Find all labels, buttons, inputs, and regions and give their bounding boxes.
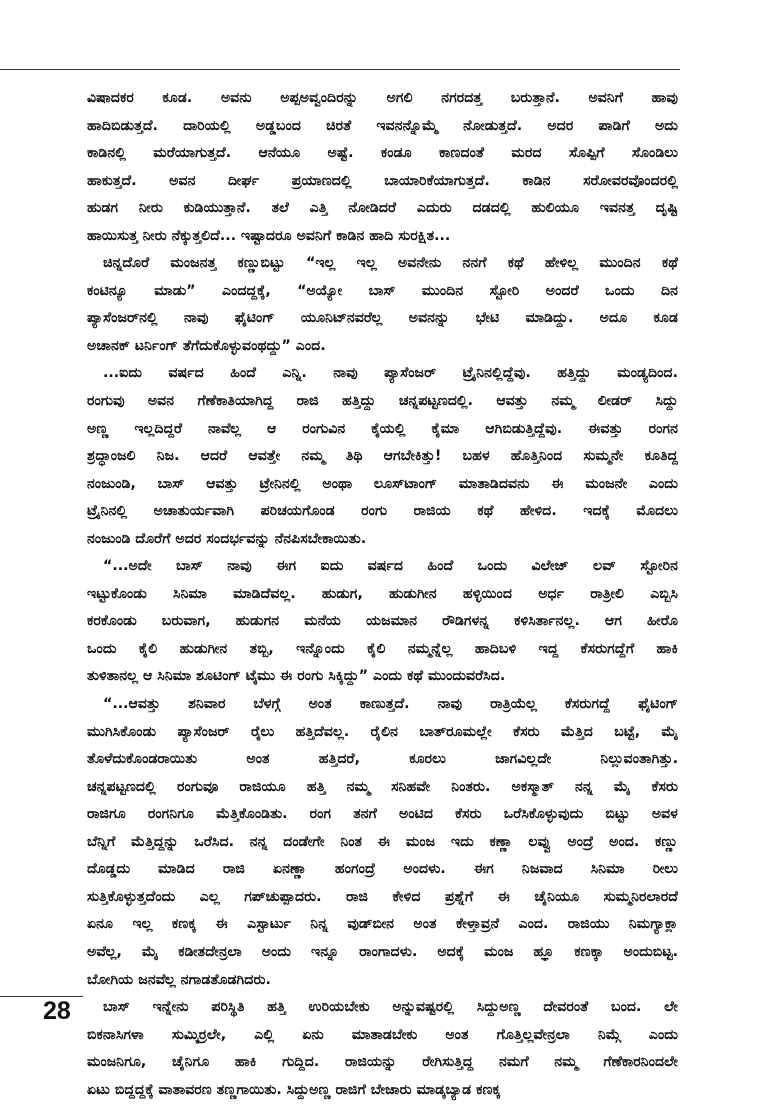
paragraph — [87, 85, 678, 250]
text-line: ಬೆನ್ನಿಗೆ ಮೆತ್ತಿದ್ದನ್ನು ಒರೆಸಿದ. ನನ್ನ ದಂಡೇಗೇ ನಿಂತ ಈ ಮಂಜ ಇದು ಕಣ್ಣಾ ಲವ್ವು ಅಂದ್ರೆ ಅಂದ. ಕಣ್ಣು — [87, 833, 678, 850]
text-line: ಬಾಸ್ ಇನ್ನೇನು ಪರಿಸ್ಥಿತಿ ಹತ್ತಿ ಉರಿಯಬೇಕು ಅನ್ನುವಷ್ಟರಲ್ಲಿ ಸಿದ್ದುಅಣ್ಣ ದೇವರಂತೆ ಬಂದ. ಲೇ — [103, 999, 678, 1016]
text-line: ವಿಷಾದಕರ ಕೂಡ. ಅವನು ಅಪ್ಪಅವ್ವಂದಿರನ್ನು ಅಗಲಿ ನಗರದತ್ತ ಬರುತ್ತಾನೆ. ಅವನಿಗೆ ಹಾವು — [87, 90, 678, 106]
page-body — [87, 85, 678, 1104]
text-line: ಪ್ಯಾಸೆಂಜರ್‌ನಲ್ಲಿ ನಾವು ಫೈಟಿಂಗ್ ಯೂನಿಟ್‌ನವರೆಲ್ಲ ಅವನನ್ನು ಭೇಟಿ ಮಾಡಿದ್ದು. ಅದೂ ಕೂಡ — [87, 310, 678, 327]
text-line: ಹಾಕುತ್ತದೆ. ಅವನ ದೀರ್ಘ ಪ್ರಯಾಣದಲ್ಲಿ ಬಾಯಾರಿಕೆಯಾಗುತ್ತದೆ. ಕಾಡಿನ ಸರೋವರವೊಂದರಲ್ಲಿ — [87, 172, 678, 189]
text-line: ರಂಗುವು ಅವನ ಗೆಣೆಕಾತಿಯಾಗಿದ್ದ ರಾಜಿ ಹತ್ತಿದ್ದು ಚನ್ನಪಟ್ಟಣದಲ್ಲಿ. ಆವತ್ತು ನಮ್ಮ ಲೀಡರ್ ಸಿದ್ದು — [87, 393, 678, 410]
text-line: ನಂಜುಂಡಿ, ಬಾಸ್ ಆವತ್ತು ಟ್ರೇನಿನಲ್ಲಿ ಅಂಥಾ ಲೂಸ್‌ಟಾಂಗ್ ಮಾತಾಡಿದವನು ಈ ಮಂಜನೇ ಎಂದು — [87, 475, 678, 492]
text-line: ಮುಗಿಸಿಕೊಂಡು ಪ್ಯಾಸೆಂಜರ್ ರೈಲು ಹತ್ತಿದೆವಲ್ಲ. ರೈಲಿನ ಬಾತ್‌ರೂಮಲ್ಲೇ ಕೆಸರು ಮೆತ್ತಿದ ಬಟ್ಟೆ, ಮೈ — [87, 723, 678, 740]
paragraph — [87, 994, 678, 1104]
text-line: ಏಟು ಬಿದ್ದದ್ದಕ್ಕೆ ವಾತಾವರಣ ತಣ್ಣಗಾಯಿತು. ಸಿದ್ದುಅಣ್ಣ ರಾಜಿಗೆ ಬೇಜಾರು ಮಾಡ್ಕಬ್ಯಾಡ ಕಣಕ್ಕ — [87, 1081, 501, 1098]
paragraph — [87, 691, 678, 994]
header-rule — [0, 69, 680, 70]
text-line: ತುಳಿತಾನಲ್ಲ ಆ ಸಿನಿಮಾ ಶೂಟಿಂಗ್ ಟೈಮು ಈ ರಂಗು ಸಿಕ್ಕಿದ್ದು” ಎಂದು ಕಥೆ ಮುಂದುವರೆಸಿದ. — [87, 668, 506, 685]
text-line: ಅಚಾನಕ್ ಟರ್ನಿಂಗ್ ತೆಗೆದುಕೊಳ್ಳುವಂಥದ್ದು” ಎಂದ. — [87, 337, 326, 354]
text-line: “...ಆವತ್ತು ಶನಿವಾರ ಬೆಳಗ್ಗೆ ಅಂತ ಕಾಣುತ್ತದೆ. ನಾವು ರಾತ್ರಿಯೆಲ್ಲ ಕೆಸರುಗದ್ದೆ ಫೈಟಿಂಗ್ — [103, 696, 678, 713]
text-line: ಹಾಯಿಸುತ್ತ ನೀರು ನೆಕ್ಕುತ್ತಲಿದೆ... ಇಷ್ಟಾದರೂ ಅವನಿಗೆ ಕಾಡಿನ ಹಾದಿ ಸುರಕ್ಷಿತ... — [87, 227, 451, 244]
text-line: ಶ್ರದ್ಧಾಂಜಲಿ ನಿಜ. ಆದರೆ ಆವತ್ತೇ ನಮ್ಮ ತಿಥಿ ಆಗಬೇಕಿತ್ತು! ಬಹಳ ಹೊತ್ತಿನಿಂದ ಸುಮ್ಮನೇ ಕೂತಿದ್ದ — [87, 448, 678, 465]
text-line: ಬೋಗಿಯ ಜನವೆಲ್ಲ ನಗಾಡತೊಡಗಿದರು. — [87, 971, 271, 988]
text-line: ಏನೂ ಇಲ್ಲ ಕಣಕ್ಕ ಈ ಎಸ್ಟಾರ್ಟು ನಿನ್ನ ವುಡ್‌ಬೀನ ಅಂತ ಕೇಳ್ತಾವ್ರನೆ ಎಂದ. ರಾಜಿಯು ನಿಮಗ್ಯಾಕ್ಲಾ — [87, 916, 678, 933]
text-line: ನಂಜುಂಡಿ ದೊರೆಗೆ ಅದರ ಸಂದರ್ಭವನ್ನು ನೆನಪಿಸಬೇಕಾಯಿತು. — [87, 530, 367, 547]
text-line: ...ಐದು ವರ್ಷದ ಹಿಂದೆ ಎನ್ನಿ. ನಾವು ಪ್ಯಾಸೆಂಜರ್ ಟ್ರೈನಿನಲ್ಲಿದ್ದೆವು. ಹತ್ತಿದ್ದು ಮಂಡ್ಯದಿಂದ. — [103, 365, 678, 382]
text-line: ಟ್ರೈನಿನಲ್ಲಿ ಅಚಾತುರ್ಯವಾಗಿ ಪರಿಚಯಗೊಂಡ ರಂಗು ರಾಜಿಯ ಕಥೆ ಹೇಳಿದ. ಇದಕ್ಕೆ ಮೊದಲು — [87, 503, 678, 520]
text-line: ತೊಳೆದುಕೊಂಡರಾಯಿತು ಅಂತ ಹತ್ತಿದರೆ, ಕೂರಲು ಜಾಗವಿಲ್ಲದೇ ನಿಲ್ಲುವಂತಾಗಿತ್ತು. — [87, 751, 678, 768]
text-line: ಸುತ್ತಿಕೊಳ್ಳುತ್ತದೆಂದು ಎಲ್ಲ ಗಪ್‌ಚುಪ್ಪಾದರು. ರಾಜಿ ಕೇಳಿದ ಪ್ರಶ್ನೆಗೆ ಈ ಚೈನಿಯೂ ಸುಮ್ಮನಿರಲಾರದೆ — [87, 888, 678, 905]
paragraph — [87, 360, 678, 553]
text-line: ಚನ್ನಪಟ್ಟಣದಲ್ಲಿ ರಂಗುವೂ ರಾಜಿಯೂ ಹತ್ತಿ ನಮ್ಮ ಸನಿಹವೇ ನಿಂತರು. ಅಕಸ್ಮಾತ್ ನನ್ನ ಮೈ ಕೆಸರು — [87, 778, 678, 795]
text-line: ಒಂದು ಕೈಲಿ ಹುಡುಗೀನ ತಬ್ಬಿ, ಇನ್ನೊಂದು ಕೈಲಿ ನಮ್ಮನ್ನೆಲ್ಲ ಹಾದಿಬಳಿ ಇದ್ದ ಕೆಸರುಗದ್ದೆಗೆ ಹಾಕಿ — [87, 640, 678, 657]
text-line: ಕಾಡಿನಲ್ಲಿ ಮರೆಯಾಗುತ್ತದೆ. ಆನೆಯೂ ಅಷ್ಟೆ. ಕಂಡೂ ಕಾಣದಂತೆ ಮರದ ಸೊಪ್ಪಿಗೆ ಸೊಂಡಿಲು — [87, 145, 678, 162]
text-line: ಮಂಜನಿಗೂ, ಚೈನಿಗೂ ಹಾಕಿ ಗುದ್ದಿದ. ರಾಜಿಯನ್ನು ರೇಗಿಸುತ್ತಿದ್ದ ನಮಗೆ ನಮ್ಮ ಗೆಣೆಕಾರನಿಂದಲೇ — [87, 1054, 678, 1071]
text-line: ರಾಜಿಗೂ ರಂಗನಿಗೂ ಮೆತ್ತಿಕೊಂಡಿತು. ರಂಗ ತನಗೆ ಅಂಟಿದ ಕೆಸರು ಒರೆಸಿಕೊಳ್ಳುವುದು ಬಿಟ್ಟು ಅವಳ — [87, 806, 678, 823]
text-line: ಅವೆಲ್ಲ, ಮೈ ಕಡೀತದೇನ್ರಲಾ ಅಂದು ಇನ್ನೂ ರಾಂಗಾದಳು. ಅದಕ್ಕೆ ಮಂಜ ಹ್ಞೂ ಕಣಕ್ಕಾ ಅಂದುಬಿಟ್ಟ. — [87, 943, 678, 960]
text-line: ಹುಡಗ ನೀರು ಕುಡಿಯುತ್ತಾನೆ. ತಲೆ ಎತ್ತಿ ನೋಡಿದರೆ ಎದುರು ದಡದಲ್ಲಿ ಹುಲಿಯೂ ಇವನತ್ತ ದೃಷ್ಟಿ — [87, 200, 678, 217]
text-line: ಹಾದಿಬಿಡುತ್ತದೆ. ದಾರಿಯಲ್ಲಿ ಅಡ್ಡಬಂದ ಚಿರತೆ ಇವನನ್ನೊಮ್ಮೆ ನೋಡುತ್ತದೆ. ಅದರ ಪಾಡಿಗೆ ಅದು — [87, 117, 678, 134]
text-line: “...ಅದೇ ಬಾಸ್ ನಾವು ಈಗ ಐದು ವರ್ಷದ ಹಿಂದೆ ಒಂದು ವಿಲೇಜ್ ಲವ್ ಸ್ಟೋರಿನ — [103, 558, 678, 575]
text-line: ಅಣ್ಣ ಇಲ್ಲದಿದ್ದರೆ ನಾವೆಲ್ಲ ಆ ರಂಗುವಿನ ಕೈಯಲ್ಲಿ ಕೈಮಾ ಆಗಿಬಿಡುತ್ತಿದ್ದೆವು. ಈವತ್ತು ರಂಗನ — [87, 420, 678, 437]
text-line: ಚಿನ್ನದೊರೆ ಮಂಜನತ್ತ ಕಣ್ಣುಬಿಟ್ಟು “ಇಲ್ಲ ಇಲ್ಲ ಅವನೇನು ನನಗೆ ಕಥೆ ಹೇಳಿಲ್ಲ ಮುಂದಿನ ಕಥೆ — [103, 255, 678, 272]
text-line: ಬಿಕನಾಸಿಗಳಾ ಸುಮ್ಕಿರ್ರಲೇ, ಎಲ್ಲಿ ಏನು ಮಾತಾಡಬೇಕು ಅಂತ ಗೊತ್ತಿಲ್ಲವೇನ್ರಲಾ ನಿಮ್ಗೆ ಎಂದು — [87, 1026, 678, 1043]
paragraph — [87, 250, 678, 360]
text-line: ಕರಕೊಂಡು ಬರುವಾಗ, ಹುಡುಗನ ಮನೆಯ ಯಜಮಾನ ರೌಡಿಗಳನ್ನ ಕಳಿಸಿರ್ತಾನಲ್ಲ. ಆಗ ಹೀರೊ — [87, 613, 678, 630]
text-line: ದೊಡ್ಡದು ಮಾಡಿದ ರಾಜಿ ಏನಣ್ಣಾ ಹಂಗಂದ್ರೆ ಅಂದಳು. ಈಗ ನಿಜವಾದ ಸಿನಿಮಾ ರೀಲು — [87, 861, 678, 878]
paragraph — [87, 553, 678, 691]
text-line: ಇಟ್ಟುಕೊಂಡು ಸಿನಿಮಾ ಮಾಡಿದೆವಲ್ಲ. ಹುಡುಗ, ಹುಡುಗೀನ ಹಳ್ಳಿಯಿಂದ ಅರ್ಧ ರಾತ್ರೀಲಿ ಎಬ್ಬಿಸಿ — [87, 585, 678, 602]
text-line: ಕಂಟಿನ್ಯೂ ಮಾಡು” ಎಂದದ್ದಕ್ಕೆ, “ಅಯ್ಯೋ ಬಾಸ್ ಮುಂದಿನ ಸ್ಟೋರಿ ಅಂದರೆ ಒಂದು ದಿನ — [87, 282, 678, 299]
page-number: 28 — [43, 997, 71, 1025]
